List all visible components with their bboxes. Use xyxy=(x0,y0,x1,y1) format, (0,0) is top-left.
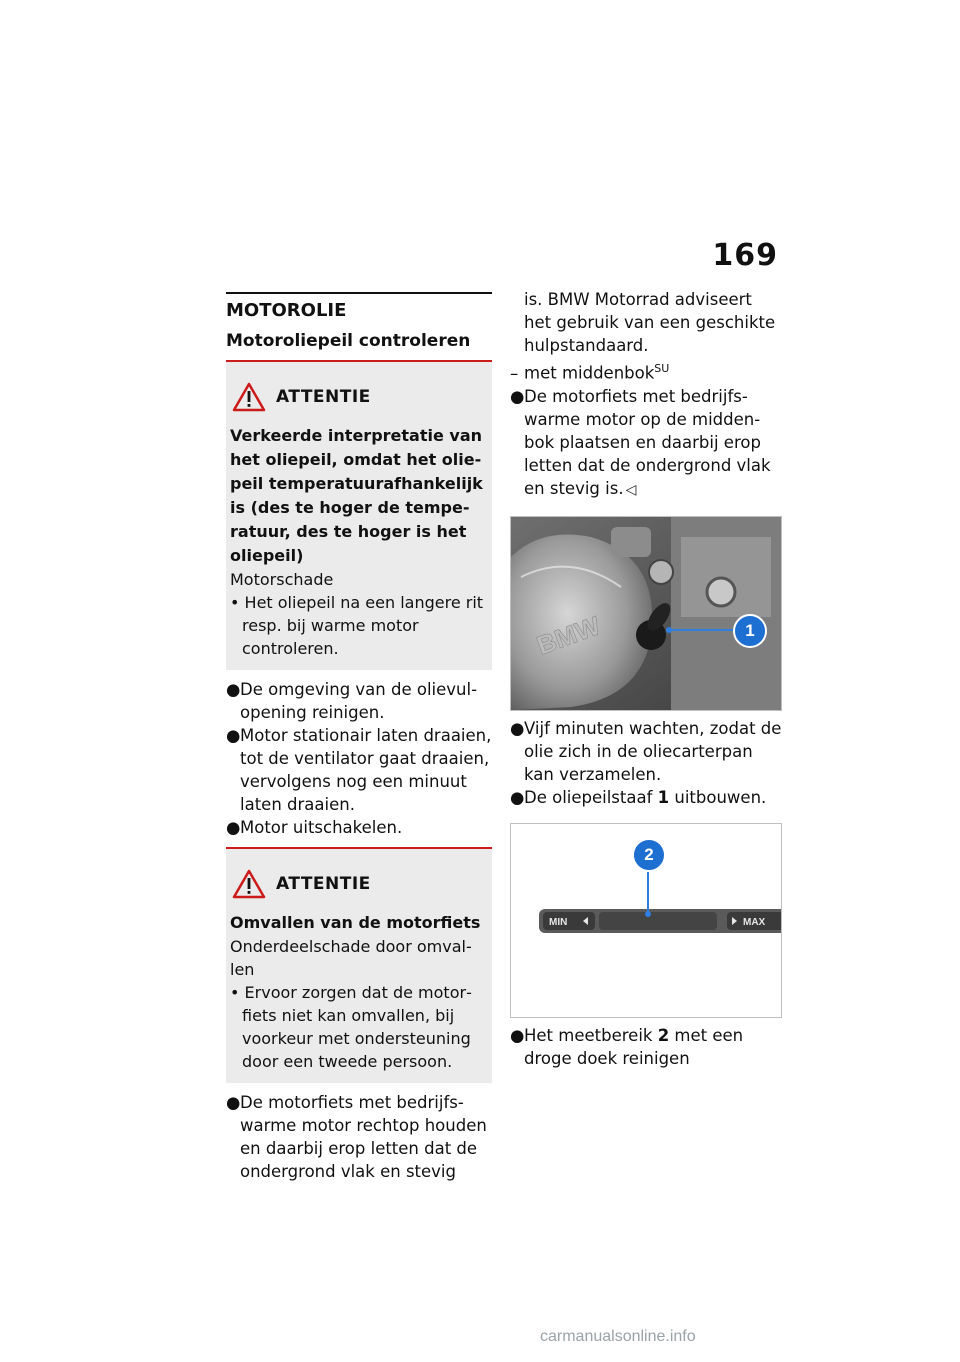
warning-header xyxy=(230,869,486,899)
callout-2: 2 xyxy=(632,838,666,872)
reference-number: 2 xyxy=(657,1025,670,1045)
bullet-dot-icon: • xyxy=(230,593,245,612)
option-line: – met middenbok$^{SU}$ xyxy=(510,362,670,383)
bullet-dot-icon: ● xyxy=(226,680,241,699)
callout-1: 1 xyxy=(733,614,767,648)
watermark: carmanualsonline.info xyxy=(540,1328,696,1345)
bullet-dot-icon: ● xyxy=(510,787,525,807)
warning-label: ATTENTIE xyxy=(276,874,371,894)
warning-label: ATTENTIE xyxy=(276,387,371,407)
step-list-right-2 xyxy=(510,717,782,809)
warning-bullet-text: Ervoor zorgen dat de motorfiets niet kan omvallen, bij voorkeur met ondersteuning door een tweede persoon. xyxy=(242,983,472,1071)
warning-box-tipping xyxy=(226,847,492,1083)
warning-title: Omvallen van de motorfiets xyxy=(230,913,481,932)
warning-box-oil-level xyxy=(226,360,492,670)
warning-triangle-icon xyxy=(232,869,266,899)
list-item: ●De motorfiets met bedrijfswarme motor rechtop houden en daarbij erop letten dat de ondergrond vlak en stevig xyxy=(226,1093,487,1181)
list-item: ●Vijf minuten wachten, zodat de olie zich in de oliecarterpan kan verzamelen. xyxy=(510,718,782,784)
list-item-continued: is. BMW Motorrad adviseert het gebruik van een geschikte hulpstandaard. xyxy=(524,290,776,355)
bullet-dot-icon: ● xyxy=(510,1025,525,1045)
list-item: ●Motor stationair laten draaien, tot de ventilator gaat draaien, vervolgens nog een minuut laten draaien. xyxy=(226,726,492,814)
step-list-right xyxy=(510,288,782,502)
engine-illustration xyxy=(511,517,781,710)
end-triangle-icon: ◁ xyxy=(625,481,637,498)
list-item: ●De motorfiets met bedrijfswarme motor op de middenbok plaatsen en daarbij erop letten dat de ondergrond vlak en stevig is. ◁ xyxy=(510,386,771,498)
figure-dipstick-range xyxy=(510,823,782,1018)
warning-consequence: Motorschade xyxy=(230,570,334,589)
bullet-dot-icon: ● xyxy=(226,1093,241,1112)
bullet-dot-icon: ● xyxy=(510,386,525,406)
bullet-dot-icon: ● xyxy=(510,718,525,738)
min-label: MIN xyxy=(549,916,568,928)
left-column xyxy=(226,292,492,1183)
bullet-dot-icon: • xyxy=(230,983,245,1002)
list-item: ●De oliepeilstaaf 1 uitbouwen. xyxy=(510,787,767,807)
warning-header xyxy=(230,382,486,412)
svg-text:BMW: BMW xyxy=(532,609,605,661)
subsection-title: Motoroliepeil controleren xyxy=(226,331,471,351)
reference-number: 1 xyxy=(657,787,670,807)
right-column xyxy=(510,288,782,1070)
step-list-left xyxy=(226,678,492,839)
dash-icon: – xyxy=(510,363,519,383)
warning-triangle-icon xyxy=(232,382,266,412)
warning-title: Verkeerde interpretatie van het oliepeil, omdat het oliepeil temperatuurafhankelijk is (des te hoger de temperatuur, des te hoger is het oliepeil) xyxy=(230,426,483,565)
bullet-dot-icon: ● xyxy=(226,726,241,745)
section-title: MOTOROLIE xyxy=(226,292,492,321)
warning-bullet xyxy=(230,981,486,1073)
figure-engine-dipstick xyxy=(510,516,782,711)
list-item: ●Het meetbereik 2 met een droge doek reinigen xyxy=(510,1025,744,1068)
list-item: ●Motor uitschakelen. xyxy=(226,818,403,837)
page-number: 169 xyxy=(712,238,778,273)
warning-consequence: Onderdeelschade door omvallen xyxy=(230,937,472,979)
option-superscript: SU xyxy=(654,362,670,375)
step-list-left-2 xyxy=(226,1091,492,1183)
list-item: ●De omgeving van de olievulopening reinigen. xyxy=(226,680,478,722)
bullet-dot-icon: ● xyxy=(226,818,241,837)
warning-bullet-text: Het oliepeil na een langere rit resp. bij warme motor controleren. xyxy=(242,593,484,658)
max-label: MAX xyxy=(743,916,766,928)
warning-bullet xyxy=(230,591,486,660)
step-list-right-3 xyxy=(510,1024,782,1070)
